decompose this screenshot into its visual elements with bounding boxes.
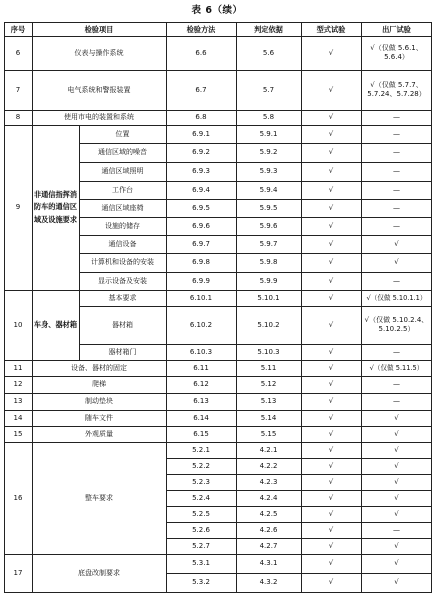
- row-16-3-type: √: [328, 477, 334, 486]
- row-14-basis: 5.14: [260, 413, 277, 422]
- row-9-8-method: 6.9.8: [192, 258, 210, 267]
- row-13-type: √: [328, 397, 334, 406]
- row-16-2-type: √: [328, 461, 334, 470]
- row-8-item: 使用市电的装置和系统: [64, 113, 134, 122]
- col-divider: [301, 22, 302, 593]
- row-9-4-basis: 5.9.4: [259, 185, 278, 194]
- row-10-2-method: 6.10.2: [189, 320, 213, 329]
- row-divider: [4, 360, 432, 361]
- inspection-table: [4, 22, 432, 587]
- row-divider: [166, 458, 432, 459]
- row-12-factory: —: [393, 380, 400, 389]
- row-7-method: 6.7: [195, 85, 207, 94]
- row-9-5-method: 6.9.5: [192, 203, 210, 212]
- row-17-1-factory: √: [394, 559, 399, 568]
- row-9-7-basis: 5.9.7: [259, 239, 278, 248]
- row-17-item: 底盘改制要求: [78, 568, 120, 577]
- row-divider: [4, 110, 432, 111]
- row-divider: [79, 181, 432, 182]
- table-left-border: [4, 22, 5, 593]
- row-15-no: 15: [13, 429, 23, 438]
- row-divider: [166, 538, 432, 539]
- row-17-2-type: √: [328, 578, 334, 587]
- row-9-4-type: √: [328, 185, 334, 194]
- row-9-5-basis: 5.9.5: [259, 203, 278, 212]
- header-type-test: 型式试验: [316, 24, 346, 34]
- table-title: 表 6（续）: [191, 5, 243, 16]
- row-9-1-method: 6.9.1: [192, 129, 210, 138]
- row-divider: [4, 426, 432, 427]
- row-16-1-basis: 4.2.1: [259, 445, 278, 454]
- row-divider: [4, 125, 432, 126]
- row-16-5-method: 5.2.5: [192, 509, 210, 518]
- row-11-type: √: [328, 363, 334, 372]
- row-10-2-item: 器材箱: [112, 320, 133, 329]
- row-9-7-type: √: [328, 239, 334, 248]
- row-10-1-method: 6.10.1: [189, 293, 213, 302]
- row-17-1-basis: 4.3.1: [259, 559, 278, 568]
- row-17-2-method: 5.3.2: [192, 578, 210, 587]
- row-17-2-basis: 4.3.2: [259, 578, 278, 587]
- row-15-method: 6.15: [193, 429, 209, 438]
- row-12-basis: 5.12: [260, 380, 277, 389]
- row-13-basis: 5.13: [260, 397, 277, 406]
- row-12-type: √: [328, 380, 334, 389]
- row-7-type: √: [328, 85, 334, 94]
- row-15-item: 外观质量: [85, 429, 113, 438]
- row-8-factory: —: [393, 113, 400, 122]
- row-14-factory: √: [394, 413, 399, 422]
- row-9-9-method: 6.9.9: [192, 276, 210, 285]
- row-7-basis: 5.7: [262, 85, 275, 94]
- row-11-no: 11: [13, 363, 23, 372]
- row-16-4-type: √: [328, 493, 334, 502]
- row-divider: [166, 506, 432, 507]
- header-no: 序号: [10, 24, 26, 34]
- table-top-border: [4, 22, 432, 23]
- row-9-5-item: 通信区域座椅: [101, 203, 144, 212]
- header-factory-test: 出厂试验: [382, 24, 411, 34]
- row-9-4-factory: —: [393, 185, 400, 194]
- row-divider: [166, 573, 432, 574]
- row-14-item: 随车文件: [85, 413, 113, 422]
- row-8-no: 8: [15, 113, 21, 122]
- row-9-3-method: 6.9.3: [192, 167, 210, 176]
- col-divider: [166, 22, 167, 593]
- row-9-1-item: 位置: [115, 129, 130, 138]
- row-12-item: 爬梯: [92, 380, 106, 389]
- row-13-item: 制动垫块: [85, 397, 113, 406]
- row-16-7-method: 5.2.7: [192, 541, 210, 550]
- row-9-7-method: 6.9.7: [192, 239, 210, 248]
- row-10-no: 10: [13, 320, 23, 329]
- row-divider: [166, 474, 432, 475]
- row-6-no: 6: [15, 48, 21, 57]
- row-6-type: √: [328, 48, 334, 57]
- header-item: 检验项目: [84, 24, 114, 34]
- row-9-group-label: 非通信指挥消防车的通信区域及设施要求: [33, 190, 78, 224]
- row-13-factory: —: [393, 397, 400, 406]
- row-17-2-factory: √: [394, 578, 399, 587]
- row-divider: [4, 290, 432, 291]
- row-16-2-factory: √: [394, 461, 399, 470]
- row-9-1-factory: —: [393, 129, 400, 138]
- header-basis: 判定依据: [254, 24, 283, 34]
- row-divider: [79, 199, 432, 200]
- row-16-item: 整车要求: [85, 493, 113, 502]
- row-16-1-factory: √: [394, 445, 399, 454]
- row-divider: [79, 162, 432, 163]
- row-10-3-item: 器材箱门: [108, 347, 137, 356]
- row-7-factory: √（仅做 5.7.7、5.7.24、5.7.28）: [367, 81, 426, 98]
- row-17-no: 17: [13, 568, 23, 577]
- row-9-6-type: √: [328, 221, 334, 230]
- col-divider: [32, 22, 33, 593]
- row-9-no: 9: [15, 203, 21, 212]
- row-14-no: 14: [13, 413, 23, 422]
- row-9-8-type: √: [328, 258, 334, 267]
- row-9-3-factory: —: [393, 167, 400, 176]
- row-divider: [79, 217, 432, 218]
- row-17-1-type: √: [328, 559, 334, 568]
- row-divider: [79, 143, 432, 144]
- row-16-3-factory: √: [394, 477, 399, 486]
- row-8-type: √: [328, 113, 334, 122]
- row-divider: [79, 306, 432, 307]
- row-16-6-type: √: [328, 525, 334, 534]
- row-16-4-factory: √: [394, 493, 399, 502]
- row-10-group-label: 车身、器材箱: [33, 319, 78, 329]
- row-16-2-method: 5.2.2: [192, 461, 210, 470]
- header-bottom-border: [4, 36, 432, 37]
- row-6-method: 6.6: [195, 48, 207, 57]
- col-divider: [79, 125, 80, 360]
- row-9-8-basis: 5.9.8: [259, 258, 278, 267]
- row-9-2-factory: —: [393, 148, 400, 157]
- row-9-5-type: √: [328, 203, 334, 212]
- row-13-no: 13: [13, 397, 23, 406]
- row-divider: [79, 344, 432, 345]
- row-16-5-basis: 4.2.5: [259, 509, 278, 518]
- row-16-2-basis: 4.2.2: [259, 461, 278, 470]
- row-9-6-method: 6.9.6: [192, 221, 210, 230]
- row-16-7-factory: √: [394, 541, 399, 550]
- row-7-item: 电气系统和警报装置: [67, 85, 131, 94]
- row-16-no: 16: [13, 493, 23, 502]
- row-14-method: 6.14: [193, 413, 209, 422]
- row-divider: [4, 442, 432, 443]
- row-16-3-basis: 4.2.3: [259, 477, 278, 486]
- row-divider: [166, 490, 432, 491]
- row-16-5-type: √: [328, 509, 334, 518]
- row-9-6-item: 设施的储存: [105, 221, 140, 230]
- row-9-8-factory: √: [394, 258, 399, 267]
- row-10-1-item: 基本要求: [108, 293, 137, 302]
- row-9-2-method: 6.9.2: [192, 148, 210, 157]
- row-9-9-basis: 5.9.9: [259, 276, 278, 285]
- row-10-3-factory: —: [393, 347, 400, 356]
- row-9-1-basis: 5.9.1: [259, 129, 278, 138]
- row-divider: [4, 70, 432, 71]
- col-divider: [236, 22, 237, 593]
- row-9-6-basis: 5.9.6: [259, 221, 278, 230]
- row-10-1-factory: √（仅做 5.10.1.1）: [366, 293, 427, 302]
- row-9-7-factory: √: [394, 239, 399, 248]
- row-9-2-item: 通信区域的噪音: [98, 148, 147, 157]
- row-8-basis: 5.8: [262, 113, 275, 122]
- row-9-8-item: 计算机和设备的安装: [91, 258, 154, 267]
- row-16-3-method: 5.2.3: [192, 477, 210, 486]
- row-10-3-type: √: [328, 347, 334, 356]
- row-10-1-basis: 5.10.1: [257, 293, 280, 302]
- row-12-method: 6.12: [193, 380, 209, 389]
- row-9-9-item: 显示设备及安装: [98, 276, 147, 285]
- row-7-no: 7: [15, 85, 21, 94]
- row-8-method: 6.8: [195, 113, 207, 122]
- row-12-no: 12: [13, 380, 23, 389]
- row-9-4-item: 工作台: [112, 185, 133, 194]
- row-11-basis: 5.11: [260, 363, 277, 372]
- row-11-method: 6.11: [193, 363, 209, 372]
- row-10-3-method: 6.10.3: [189, 347, 213, 356]
- row-10-2-factory: √（仅做 5.10.2.4、5.10.2.5）: [364, 316, 429, 333]
- row-divider: [79, 253, 432, 254]
- row-16-6-factory: —: [393, 525, 400, 534]
- row-divider: [4, 410, 432, 411]
- row-16-1-type: √: [328, 445, 334, 454]
- row-9-9-type: √: [328, 276, 334, 285]
- col-divider: [361, 22, 362, 593]
- row-16-1-method: 5.2.1: [192, 445, 210, 454]
- row-15-basis: 5.15: [260, 429, 277, 438]
- row-divider: [4, 554, 432, 555]
- row-10-2-type: √: [328, 320, 334, 329]
- row-9-3-item: 通信区域照明: [101, 167, 144, 176]
- row-6-basis: 5.6: [262, 48, 275, 57]
- row-16-4-basis: 4.2.4: [259, 493, 278, 502]
- row-16-7-type: √: [328, 541, 334, 550]
- row-9-4-method: 6.9.4: [192, 185, 210, 194]
- row-divider: [4, 376, 432, 377]
- row-9-3-type: √: [328, 167, 334, 176]
- row-divider: [4, 393, 432, 394]
- row-16-5-factory: √: [394, 509, 399, 518]
- row-11-item: 设备、器材的固定: [71, 363, 127, 372]
- row-9-9-factory: —: [393, 276, 400, 285]
- row-9-2-type: √: [328, 148, 334, 157]
- row-10-3-basis: 5.10.3: [257, 347, 280, 356]
- row-9-7-item: 通信设备: [108, 239, 137, 248]
- table-right-border: [431, 22, 432, 593]
- row-divider: [79, 235, 432, 236]
- row-16-4-method: 5.2.4: [192, 493, 210, 502]
- row-17-1-method: 5.3.1: [192, 559, 210, 568]
- row-13-method: 6.13: [193, 397, 209, 406]
- row-9-5-factory: —: [393, 203, 400, 212]
- row-9-1-type: √: [328, 129, 334, 138]
- row-9-3-basis: 5.9.3: [259, 167, 278, 176]
- row-9-2-basis: 5.9.2: [259, 148, 278, 157]
- row-14-type: √: [328, 413, 334, 422]
- header-method: 检验方法: [186, 24, 216, 34]
- row-6-factory: √（仅做 5.6.1、5.6.4）: [370, 44, 423, 61]
- row-16-6-basis: 4.2.6: [259, 525, 278, 534]
- row-16-7-basis: 4.2.7: [259, 541, 278, 550]
- row-divider: [166, 522, 432, 523]
- row-16-6-method: 5.2.6: [192, 525, 210, 534]
- row-15-type: √: [328, 429, 334, 438]
- row-15-factory: √: [394, 429, 399, 438]
- row-9-6-factory: —: [393, 221, 400, 230]
- row-divider: [79, 272, 432, 273]
- row-6-item: 仪表与操作系统: [74, 48, 124, 57]
- row-10-1-type: √: [328, 293, 334, 302]
- row-10-2-basis: 5.10.2: [257, 320, 280, 329]
- row-11-factory: √（仅做 5.11.5）: [369, 363, 424, 372]
